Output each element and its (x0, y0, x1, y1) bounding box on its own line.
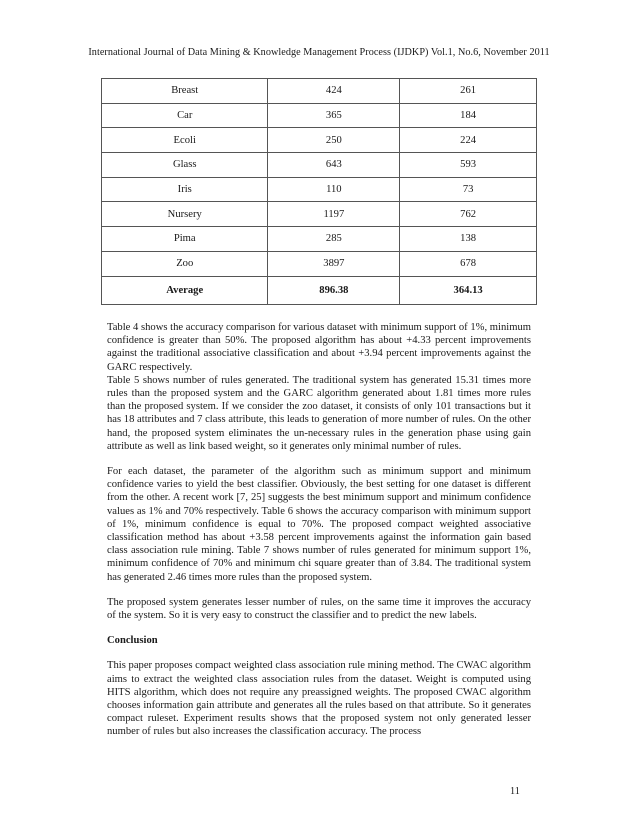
table-row (102, 251, 537, 276)
traditional-rules-cell: 643 (268, 153, 400, 178)
table-row (102, 79, 537, 104)
journal-header: International Journal of Data Mining & Knowledge Management Process (IJDKP) Vol.1, No.6, November 2011 (88, 47, 550, 58)
proposed-rules-cell: 224 (400, 128, 537, 153)
proposed-rules-cell: 678 (400, 251, 537, 276)
dataset-cell: Zoo (102, 251, 268, 276)
proposed-rules-cell: 184 (400, 103, 537, 128)
page-number: 11 (510, 786, 520, 797)
body-text (107, 321, 531, 739)
average-traditional-rules-cell: 896.38 (268, 276, 400, 304)
proposed-rules-cell: 762 (400, 202, 537, 227)
traditional-rules-cell: 250 (268, 128, 400, 153)
proposed-rules-cell: 73 (400, 177, 537, 202)
table-row (102, 153, 537, 178)
dataset-cell: Breast (102, 79, 268, 104)
results-table-body (102, 79, 537, 305)
table-row (102, 227, 537, 252)
table-row (102, 177, 537, 202)
table-row (102, 103, 537, 128)
paragraph-accuracy-comparison: Table 4 shows the accuracy comparison for various dataset with minimum support of 1%, minimum confidence is greater than 50%. The proposed algorithm has about +4.33 percent improvements against the traditional associative classification and about +3.94 percent improvements against the GARC respectively. (107, 322, 531, 373)
proposed-rules-cell: 138 (400, 227, 537, 252)
dataset-cell: Pima (102, 227, 268, 252)
results-table (101, 78, 537, 305)
traditional-rules-cell: 3897 (268, 251, 400, 276)
dataset-cell: Car (102, 103, 268, 128)
paragraph-parameters: For each dataset, the parameter of the algorithm such as minimum support and minimum confidence varies to yield the best classifier. Obviously, the best setting for one dataset is different from the other. A recent work [7, 25] suggests the best minimum support and minimum confidence values as 1% and 70% respectively. Table 6 shows the accuracy comparison with minimum support of 1%, minimum confidence is equal to 70%. The proposed compact weighted associative classification method has about +3.58 percent improvements against the information gain based class association rule mining. Table 7 shows number of rules generated for minimum support 1%, minimum confidence of 70% and minimum chi square greater than of 3.84. The traditional system has generated 2.46 times more rules than the proposed system. (107, 466, 531, 583)
dataset-cell: Iris (102, 177, 268, 202)
traditional-rules-cell: 365 (268, 103, 400, 128)
average-proposed-rules-cell: 364.13 (400, 276, 537, 304)
paragraph-rules-generated: Table 5 shows number of rules generated. The traditional system has generated 15.31 times more rules than the proposed system and the GARC algorithm generated about 1.81 times more rules than the proposed system. If we consider the zoo dataset, it consists of only 101 transactions but it has 18 attributes and 7 class attribute, this leads to generation of more number of rules. On the other hand, the proposed system eliminates the un-necessary rules in the generation phase using gain attribute as well as link based weight, so it generates only minimal number of rules. (107, 374, 531, 452)
average-dataset-cell: Average (102, 276, 268, 304)
table-row (102, 128, 537, 153)
traditional-rules-cell: 424 (268, 79, 400, 104)
table-row-average (102, 276, 537, 304)
conclusion-heading: Conclusion (107, 635, 158, 647)
proposed-rules-cell: 261 (400, 79, 537, 104)
traditional-rules-cell: 285 (268, 227, 400, 252)
dataset-cell: Glass (102, 153, 268, 178)
paragraph-conclusion: This paper proposes compact weighted class association rule mining method. The CWAC algorithm aims to extract the weighted class association rules from the dataset. Weight is computed using HITS algorithm, which does not require any preassigned weights. The proposed CWAC algorithm chooses information gain attribute and generates all the rules based on that attribute. So it generates compact ruleset. Experiment results shows that the proposed system not only generated lesser number of rules but also increases the classification accuracy. The process (107, 660, 531, 738)
traditional-rules-cell: 1197 (268, 202, 400, 227)
proposed-rules-cell: 593 (400, 153, 537, 178)
traditional-rules-cell: 110 (268, 177, 400, 202)
table-row (102, 202, 537, 227)
dataset-cell: Ecoli (102, 128, 268, 153)
dataset-cell: Nursery (102, 202, 268, 227)
paragraph-lesser-rules: The proposed system generates lesser number of rules, on the same time it improves the accuracy of the system. So it is very easy to construct the classifier and to predict the new labels. (107, 596, 531, 622)
